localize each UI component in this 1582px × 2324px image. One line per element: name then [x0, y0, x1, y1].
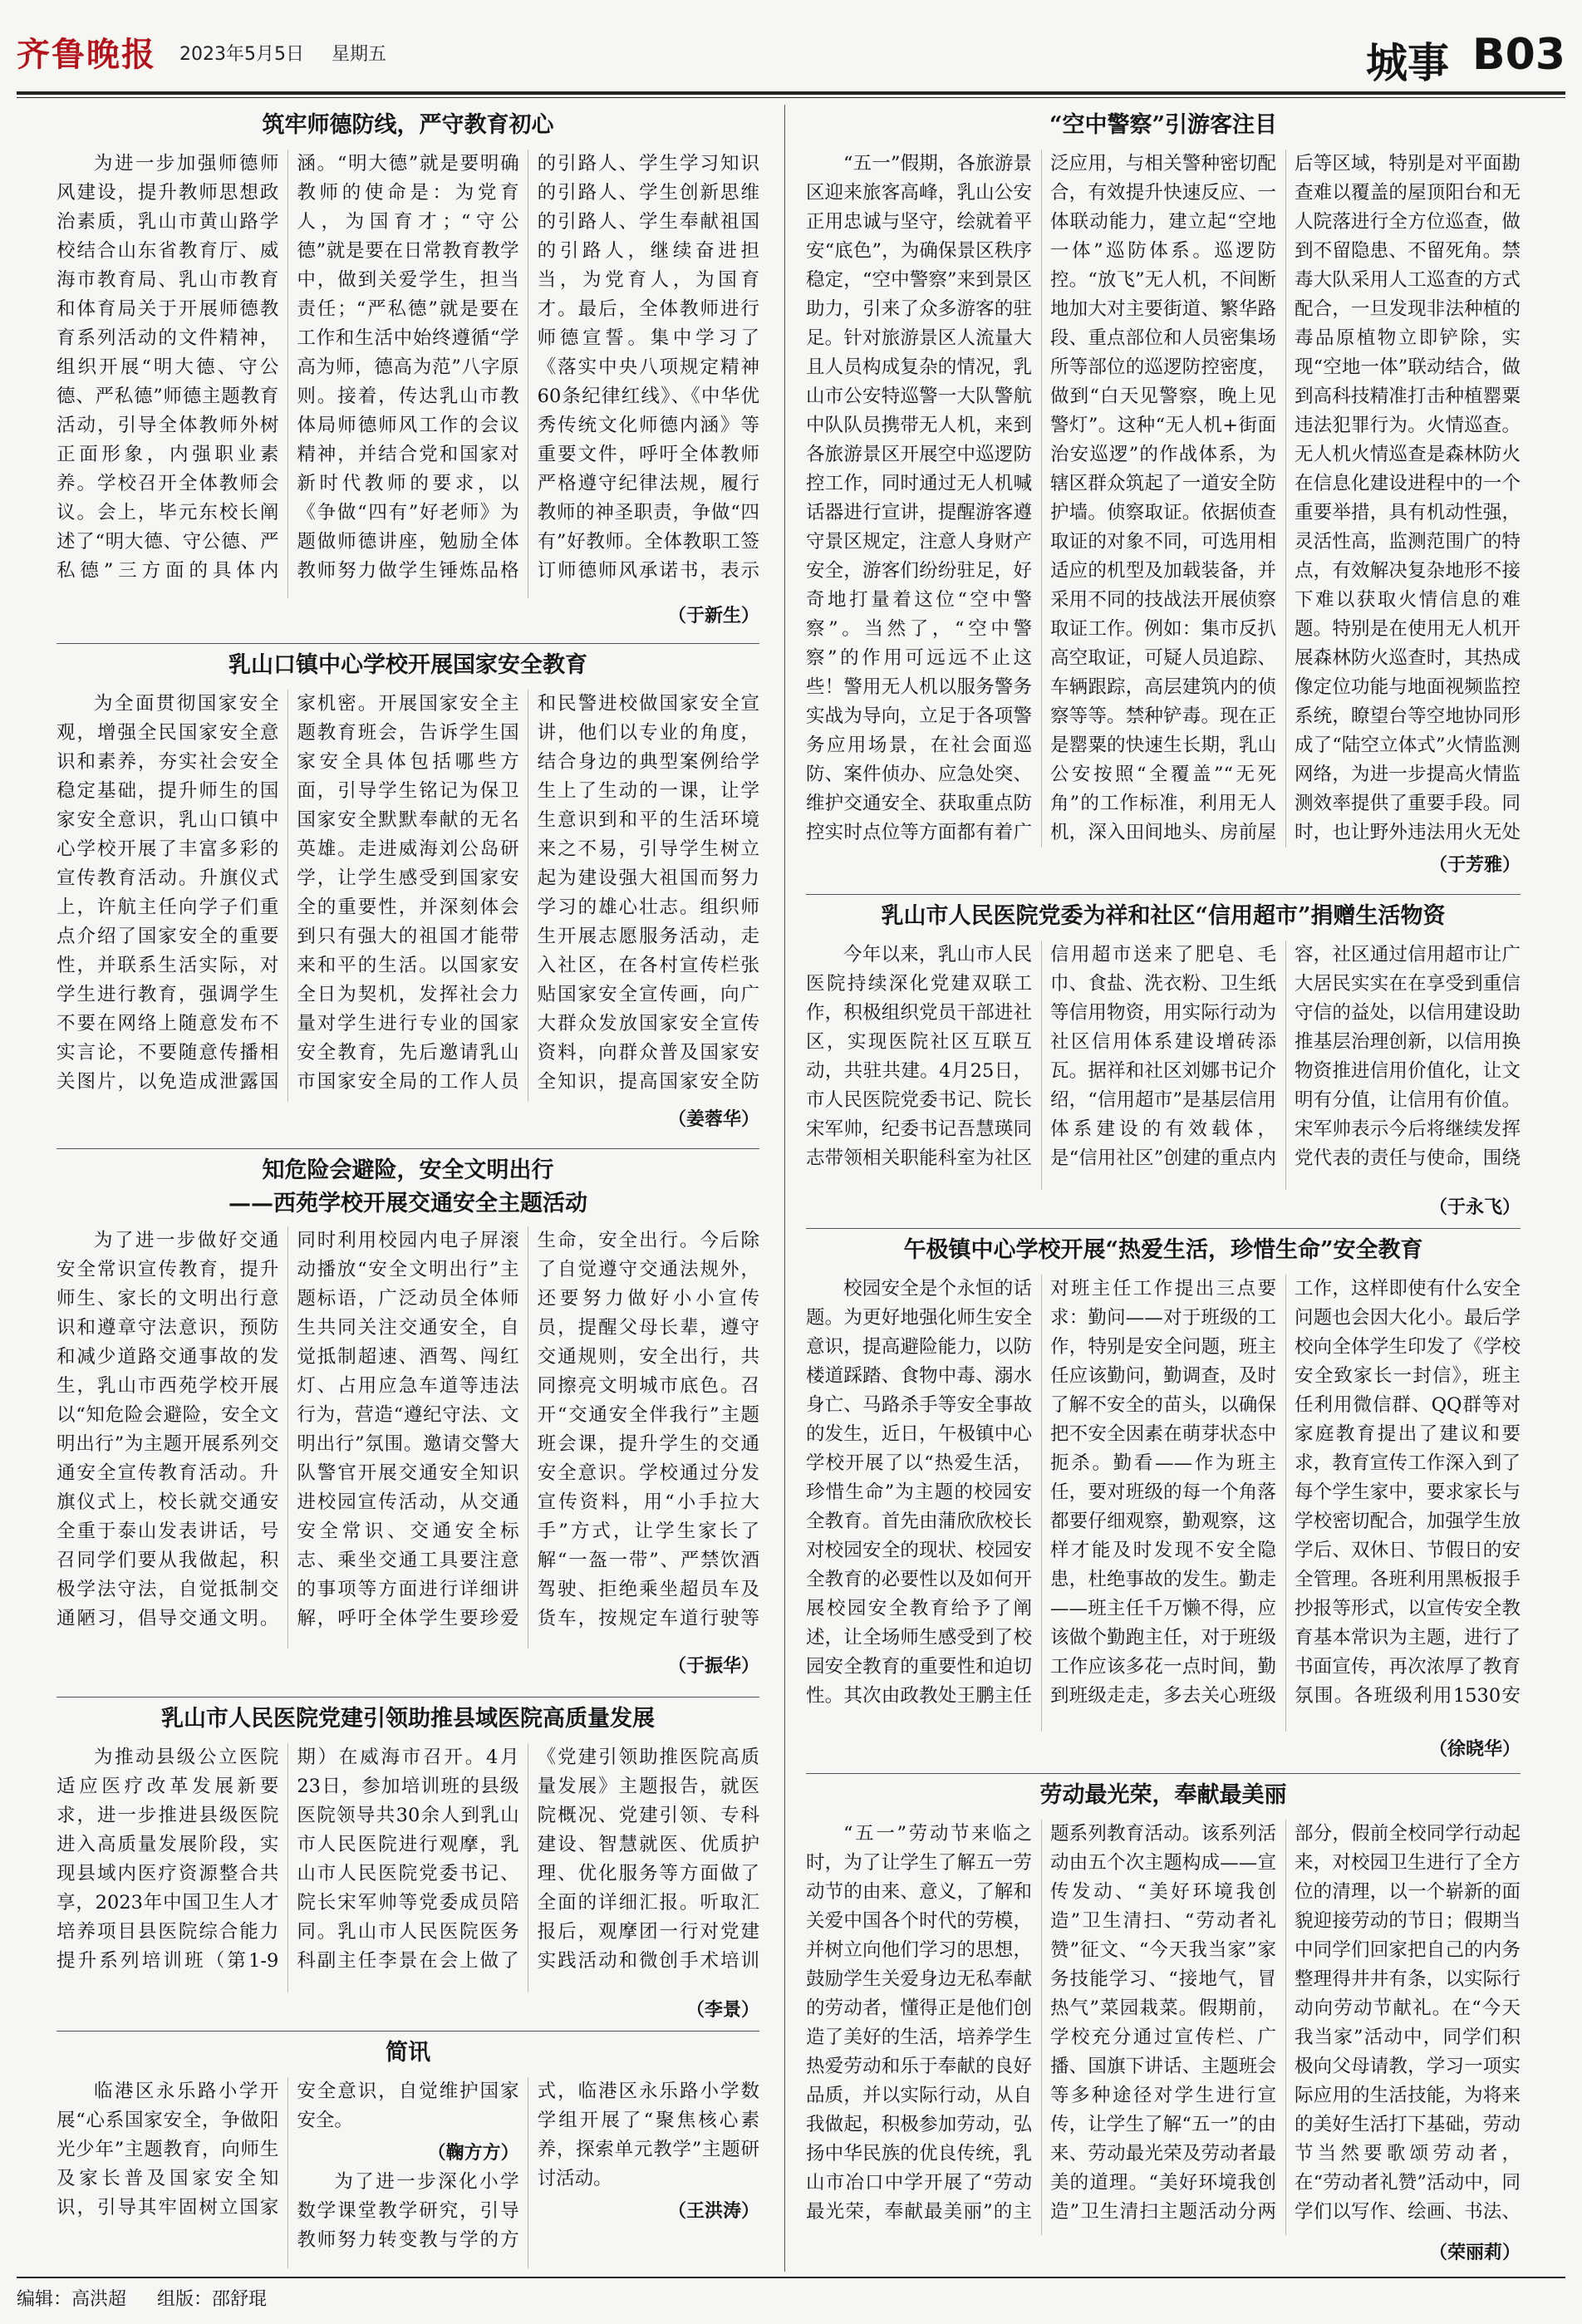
masthead-rule [17, 91, 1565, 95]
brief-text-1: 临港区永乐路小学开展“心系国家安全，争做阳光少年”主题教育，向师生及家长普及国家安全知识，引导其牢固树立国家安全意识，自觉维护国家安全。 [56, 2081, 519, 2218]
article-headline: “空中警察”引游客注目 [1049, 112, 1278, 138]
article-body [806, 150, 1521, 848]
issue-meta [179, 40, 408, 66]
article-credit-supermarket [806, 901, 1521, 1225]
footer-editor: 编辑：高洪超 [17, 2289, 127, 2310]
article-divider [56, 1148, 759, 1149]
article-headline: 乳山口镇中心学校开展国家安全教育 [228, 652, 587, 678]
article-subhead: ——西苑学校开展交通安全主题活动 [228, 1191, 587, 1216]
article-headline: 午极镇中心学校开展“热爱生活，珍惜生命”安全教育 [903, 1237, 1423, 1263]
article-byline: （于振华） [667, 1655, 759, 1677]
article-wuji-safety [806, 1235, 1521, 1770]
page-footer [17, 2285, 292, 2311]
page-number: B03 [1472, 30, 1565, 80]
section-name: 城事 [1366, 38, 1449, 87]
article-byline: （于永飞） [1428, 1196, 1521, 1218]
article-body [56, 1743, 759, 1992]
article-headline: 劳动最光荣，奉献最美丽 [1039, 1782, 1287, 1808]
column-divider [784, 105, 785, 2272]
issue-weekday: 星期五 [331, 44, 386, 65]
footer-layout: 组版：邵舒琨 [157, 2289, 268, 2310]
article-body [806, 941, 1521, 1190]
article-teacher-ethics [56, 110, 759, 641]
article-headline: 乳山市人民医院党委为祥和社区“信用超市”捐赠生活物资 [881, 903, 1446, 929]
article-body [56, 2077, 759, 2268]
article-body [806, 1275, 1521, 1732]
article-body [56, 1226, 759, 1648]
issue-date: 2023年5月5日 [179, 44, 304, 65]
article-byline: （姜蓉华） [667, 1108, 759, 1130]
article-divider [806, 1773, 1521, 1774]
article-headline: 知危险会避险，安全文明出行 [262, 1157, 554, 1183]
article-divider [56, 643, 759, 644]
article-text: 为全面贯彻国家安全观，增强全民国家安全意识和素养，夯实社会安全稳定基础，提升师生的国家安全意识，乳山口镇中心学校开展了丰富多彩的宣传教育活动。升旗仪式上，许航主任向学子们重点介绍了国家安全的重要性，并联系生活实际，对学生进行教育，强调学生不要在网络上随意发布不实言论，不要随意传播相关图片，以免造成泄露国家机密。开展国家安全主题教育班会，告诉学生国家安全具体包括哪些方面，引导学生铭记为保卫国家安全默默奉献的无名英雄。走进威海刘公岛研学，让学生感受到国家安全的重要性，并深刻体会到只有强大的祖国才能带来和平的生活。以国家安全日为契机，发挥社会力量对学生进行专业的国家安全教育，先后邀请乳山市国家安全局的工作人员和民警进校做国家安全宣讲，他们以专业的角度，结合身边的典型案例给学生上了生动的一课，让学生意识到和平的生活环境来之不易，引导学生树立起为建设强大祖国而努力学习的雄心壮志。组织师生开展志愿服务活动，走入社区，在各村宣传栏张贴国家安全宣传画，向广大群众发放国家安全宣传资料，向群众普及国家安全知识，提高国家安全防 [56, 693, 759, 1093]
footer-rule [17, 2277, 1565, 2278]
masthead-rule-thin [17, 97, 1565, 98]
brief-byline-2: （王洪涛） [667, 2200, 759, 2222]
article-body [806, 1820, 1521, 2235]
article-body [56, 150, 759, 598]
article-divider [56, 2031, 759, 2032]
article-divider [56, 1697, 759, 1698]
brief-text-2: 为了进一步深化小学数学课堂教学研究，引导教师努力转变教与学的方式，临港区永乐路小学数学组开展了“聚焦核心素养，探索单元教学”主题研讨活动。 [297, 2081, 759, 2251]
newspaper-logo: 齐鲁晚报 [17, 35, 156, 74]
article-text: 为了进一步做好交通安全常识宣传教育，提升师生、家长的文明出行意识和遵章守法意识，预防和减少道路交通事故的发生，乳山市西苑学校开展以“知危险会避险，安全文明出行”为主题开展系列交通安全宣传教育活动。升旗仪式上，校长就交通安全重于泰山发表讲话，号召同学们要从我做起，积极学法守法，自觉抵制交通陋习，倡导交通文明。同时利用校园内电子屏滚动播放“安全文明出行”主题标语，广泛动员全体师生共同关注交通安全，自觉抵制超速、酒驾、闯红灯、占用应急车道等违法行为，营造“遵纪守法、文明出行”氛围。邀请交警大队警官开展交通安全知识进校园宣传活动，从交通安全常识、交通安全标志、乘坐交通工具要注意的事项等方面进行详细讲解，呼吁全体学生要珍爱生命，安全出行。今后除了自觉遵守交通法规外，还要努力做好小小宣传员，提醒父母长辈，遵守交通规则，安全出行，共同擦亮文明城市底色。召开“交通安全伴我行”主题班会课，提升学生的交通安全意识。学校通过分发宣传资料，用“小手拉大手”方式，让学生家长了解“一盔一带”、严禁饮酒驾驶、拒绝乘坐超员车及货车，按规定车道行驶等 [56, 1230, 759, 1629]
masthead [17, 23, 1565, 88]
article-hospital-development [56, 1703, 759, 2027]
article-byline: （徐晓华） [1428, 1738, 1521, 1760]
article-text: 今年以来，乳山市人民医院持续深化党建双联工作，积极组织党员干部进社区，实现医院社区互联互动，共驻共建。4月25日，市人民医院党委书记、院长宋军帅，纪委书记吾慧瑛同志带领相关职能科室为社区信用超市送来了肥皂、毛巾、食盐、洗衣粉、卫生纸等信用物资，用实际行动为社区信用体系建设增砖添瓦。据祥和社区刘娜书记介绍，“信用超市”是基层信用体系建设的有效载体，是“信用社区”创建的重点内容，社区通过信用超市让广大居民实实在在享受到重信守信的益处，以信用建设助推基层治理创新，以信用换物资推进信用价值化，让文明有分值，让信用有价值。宋军帅表示今后将继续发挥党代表的责任与使命，围绕 [806, 944, 1521, 1169]
article-labor-day [806, 1780, 1521, 2270]
article-text: “五一”劳动节来临之时，为了让学生了解五一劳动节的由来、意义，了解和关爱中国各个时代的劳模，并树立向他们学习的思想，鼓励学生关爱身边无私奉献的劳动者，懂得正是他们创造了美好的生活，培养学生热爱劳动和乐于奉献的良好品质，并以实际行动，从自我做起，积极参加劳动，弘扬中华民族的优良传统，乳山市冶口中学开展了“劳动最光荣，奉献最美丽”的主题系列教育活动。该系列活动由五个次主题构成——宣传发动、“美好环境我创造”卫生清扫、“劳动者礼赞”征文、“今天我当家”家务技能学习、“接地气，冒热气”菜园栽菜。假期前，学校充分通过宣传栏、广播、国旗下讲话、主题班会等多种途径对学生进行宣传，让学生了解“五一”的由来、劳动最光荣及劳动者最美的道理。“美好环境我创造”卫生清扫主题活动分两部分，假前全校同学行动起来，对校园卫生进行了全方位的清理，以一个崭新的面貌迎接劳动的节日；假期当中同学们回家把自己的内务整理得井井有条，以实际行动向劳动节献礼。在“今天我当家”活动中，同学们积极向父母请教，学习一项实际应用的生活技能，为将来的美好生活打下基础，劳动节当然要歌颂劳动者，在“劳动者礼赞”活动中，同学们以写作、绘画、书法、 [806, 1823, 1521, 2223]
article-byline: （荣丽莉） [1428, 2242, 1521, 2263]
article-national-security [56, 650, 759, 1145]
article-divider [806, 1228, 1521, 1229]
brief-byline-1: （鞠方方） [427, 2142, 519, 2164]
article-text: “五一”假期，各旅游景区迎来旅客高峰，乳山公安正用忠诚与坚守，绘就着平安“底色”，为确保景区秩序稳定，“空中警察”来到景区助力，引来了众多游客的驻足。针对旅游景区人流量大且人员构成复杂的情况，乳山市公安特巡警一大队警航中队队员携带无人机，来到各旅游景区开展空中巡逻防控工作，同时通过无人机喊话器进行宣讲，提醒游客遵守景区规定，注意人身财产安全，游客们纷纷驻足，好奇地打量着这位“空中警察”。当然了，“空中警察”的作用可远远不止这些！警用无人机以服务警务实战为导向，立足于各项警务应用场景，在社会面巡防、案件侦办、应急处突、维护交通安全、获取重点防控实时点位等方面都有着广泛应用，与相关警种密切配合，有效提升快速反应、一体联动能力，建立起“空地一体”巡防体系。巡逻防控。“放飞”无人机，不间断地加大对主要街道、繁华路段、重点部位和人员密集场所等部位的巡逻防控密度，做到“白天见警察，晚上见警灯”。这种“无人机+街面治安巡逻”的作战体系，为辖区群众筑起了一道安全防护墙。侦察取证。依据侦查取证的对象不同，可选用相适应的机型及加载装备，并采用不同的技战法开展侦察取证工作。例如：集市反扒高空取证，可疑人员追踪、车辆跟踪，高层建筑内的侦察等等。禁种铲毒。现在正是罂粟的快速生长期，乳山公安按照“全覆盖”“无死角”的工作标准，利用无人机，深入田间地头、房前屋后等区域，特别是对平面勘查难以覆盖的屋顶阳台和无人院落进行全方位巡查，做到不留隐患、不留死角。禁毒大队采用人工巡查的方式配合，一旦发现非法种植的毒品原植物立即铲除，实现“空地一体”联动结合，做到高科技精准打击种植罂粟违法犯罪行为。火情巡查。无人机火情巡查是森林防火在信息化建设进程中的一个重要举措，具有机动性强，灵活性高，监测范围广的特点，有效解决复杂地形不接下难以获取火情信息的难题。特别是在使用无人机开展森林防火巡查时，其热成像定位功能与地面视频监控系统，瞭望台等空地协同形成了“陆空立体式”火情监测网络，为进一步提高火情监测效率提供了重要手段。同时，也让野外违法用火无处 [806, 153, 1521, 843]
article-air-police [806, 110, 1521, 891]
article-headline: 简讯 [386, 2040, 430, 2066]
article-text: 校园安全是个永恒的话题。为更好地强化师生安全意识，提高避险能力，以防楼道踩踏、食物中毒、溺水身亡、马路杀手等安全事故的发生，近日，午极镇中心学校开展了以“热爱生活，珍惜生命”为主题的校园安全教育。首先由蒲欣欣校长对校园安全的现状、校园安全教育的必要性以及如何开展校园安全教育给予了阐述，让全场师生感受到了校园安全教育的重要性和迫切性。其次由政教处王鹏主任对班主任工作提出三点要求：勤问——对于班级的工作，特别是安全问题，班主任应该勤问，勤调查，及时了解不安全的苗头，以确保把不安全因素在萌芽状态中扼杀。勤看——作为班主任，要对班级的每一个角落都要仔细观察，勤观察，这样才能及时发现不安全隐患，杜绝事故的发生。勤走——班主任千万懒不得，应该做个勤跑主任，对于班级工作应该多花一点时间，勤到班级走走，多去关心班级工作，这样即使有什么安全问题也会因大化小。最后学校向全体学生印发了《学校安全致家长一封信》，班主任利用微信群、QQ群等对家庭教育提出了建议和要求，教育宣传工作深入到了每个学生家中，要求家长与学校密切配合，加强学生放学后、双休日、节假日的安全管理。各班利用黑板报手抄报等形式，以宣传安全教育基本常识为主题，进行了书面宣传，再次浓厚了教育氛围。各班级利用1530安 [806, 1278, 1521, 1707]
article-body [56, 690, 759, 1102]
article-text: 为推动县级公立医院适应医疗改革发展新要求，进一步推进县级医院进入高质量发展阶段，实现县域内医疗资源整合共享，2023年中国卫生人才培养项目县医院综合能力提升系列培训班（第1-9期）在威海市召开。4月23日，参加培训班的县级医院领导共30余人到乳山市人民医院进行观摩，乳山市人民医院党委书记、院长宋军帅等党委成员陪同。乳山市人民医院医务科副主任李景在会上做了《党建引领助推医院高质量发展》主题报告，就医院概况、党建引领、专科建设、智慧就医、优质护理、优化服务等方面做了全面的详细汇报。听取汇报后，观摩团一行对党建实践活动和微创手术培训 [56, 1747, 759, 1972]
article-divider [806, 894, 1521, 895]
article-byline: （李景） [685, 1999, 759, 2021]
article-traffic-safety [56, 1155, 759, 1693]
article-byline: （于新生） [667, 605, 759, 626]
article-text: 为进一步加强师德师风建设，提升教师思想政治素质，乳山市黄山路学校结合山东省教育厅、威海市教育局、乳山市教育和体育局关于开展师德教育系列活动的文件精神，组织开展“明大德、守公德、严私德”师德主题教育活动，引导全体教师外树正面形象，内强职业素养。学校召开全体教师会议。会上，毕元东校长阐述了“明大德、守公德、严私德”三方面的具体内涵。“明大德”就是要明确教师的使命是：为党育人，为国育才；“守公德”就是要在日常教育教学中，做到关爱学生，担当责任；“严私德”就是要在工作和生活中始终遵循“学高为师，德高为范”八字原则。接着，传达乳山市教体局师德师风工作的会议精神，并结合党和国家对新时代教师的要求，以《争做“四有”好老师》为题做师德讲座，勉励全体教师努力做学生锤炼品格的引路人、学生学习知识的引路人、学生创新思维的引路人、学生奉献祖国的引路人，继续奋进担当，为党育人，为国育才。最后，全体教师进行师德宣誓。集中学习了《落实中央八项规定精神60条纪律红线》、《中华优秀传统文化师德内涵》等重要文件，呼吁全体教师严格遵守纪律法规，履行教师的神圣职责，争做“四有”好教师。全体教职工签订师德师风承诺书，表示 [56, 153, 759, 582]
article-briefs [56, 2037, 759, 2270]
article-byline: （于芳雅） [1428, 854, 1521, 876]
article-headline: 乳山市人民医院党建引领助推县域医院高质量发展 [161, 1706, 655, 1732]
article-headline: 筑牢师德防线，严守教育初心 [262, 112, 554, 138]
